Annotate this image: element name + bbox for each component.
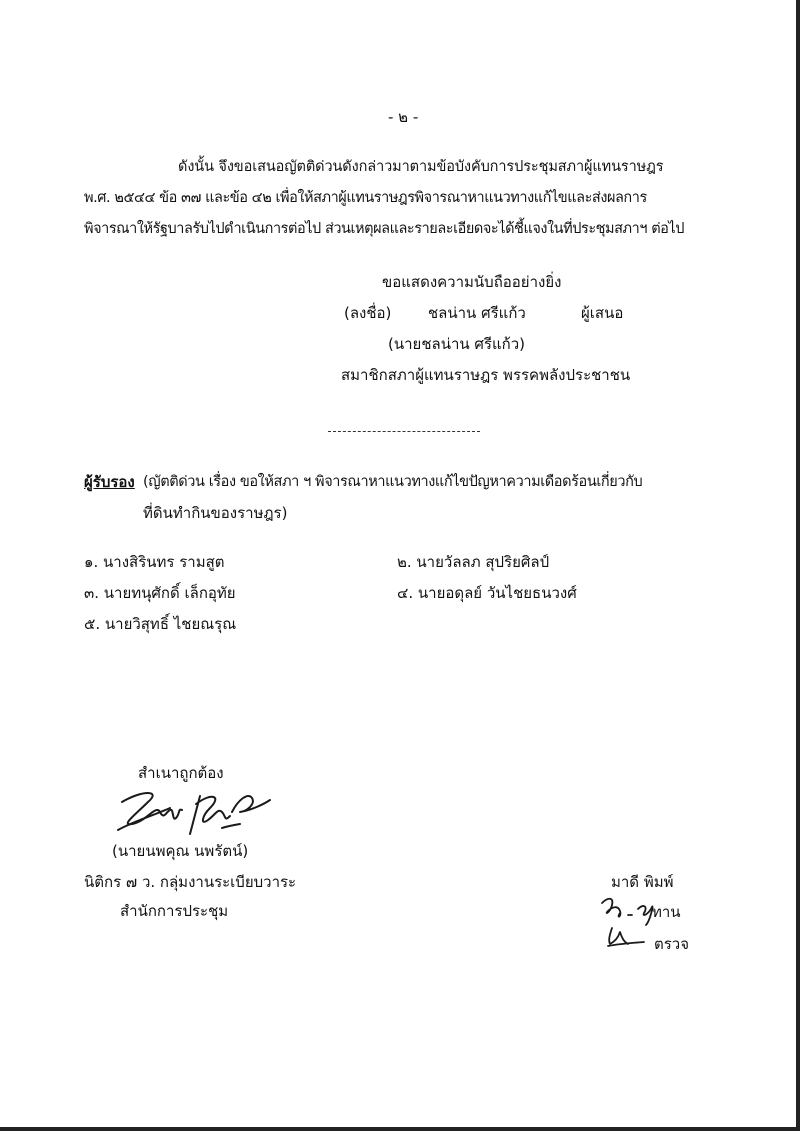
scan-border-right bbox=[796, 0, 800, 1131]
endorser-5: ๕. นายวิสุทธิ์ ไชยณรุณ bbox=[84, 615, 237, 633]
page-number: - ๒ - bbox=[388, 108, 419, 126]
endorser-1: ๑. นางสิรินทร รามสูต bbox=[84, 553, 225, 571]
endorser-3: ๓. นายทนุศักดิ์ เล็กอุทัย bbox=[84, 584, 236, 602]
closing-respect: ขอแสดงความนับถืออย่างยิ่ง bbox=[382, 273, 562, 291]
body-line-2: พ.ศ. ๒๕๔๔ ข้อ ๓๗ และข้อ ๔๒ เพื่อให้สภาผู้แทนราษฎรพิจารณาหาแนวทางแก้ไขและส่งผลการ bbox=[84, 190, 647, 206]
certifier-name: (นายนพคุณ นพรัตน์) bbox=[112, 842, 249, 860]
checked-label: ทาน bbox=[652, 903, 681, 921]
handwritten-signature bbox=[112, 782, 274, 842]
signed-label: (ลงชื่อ) bbox=[344, 304, 392, 322]
certified-copy: สำเนาถูกต้อง bbox=[138, 764, 224, 782]
endorsers-subject-line-2: ที่ดินทำกินของราษฎร) bbox=[143, 504, 288, 522]
signed-name: ชลน่าน ศรีแก้ว bbox=[428, 304, 526, 322]
typist-name: มาดี พิมพ์ bbox=[611, 873, 674, 891]
signer-position: สมาชิกสภาผู้แทนราษฎร พรรคพลังประชาชน bbox=[341, 366, 631, 384]
separator-line bbox=[328, 431, 480, 432]
endorsers-subject-line-1: (ญัตติด่วน เรื่อง ขอให้สภา ฯ พิจารณาหาแนวทางแก้ไขปัญหาความเดือดร้อนเกี่ยวกับ bbox=[143, 474, 643, 490]
signer-full-name: (นายชลน่าน ศรีแก้ว) bbox=[388, 335, 525, 353]
endorser-2: ๒. นายวัลลภ สุปริยศิลป์ bbox=[397, 553, 550, 571]
endorsers-heading: ผู้รับรอง bbox=[84, 473, 135, 491]
signer-role: ผู้เสนอ bbox=[581, 304, 624, 322]
reviewed-label: ตรวจ bbox=[654, 935, 690, 953]
reviewer-initials bbox=[606, 924, 650, 950]
endorser-4: ๔. นายอดุลย์ วันไชยธนวงศ์ bbox=[397, 584, 577, 602]
body-line-1: ดังนั้น จึงขอเสนอญัตติด่วนดังกล่าวมาตามข้อบังคับการประชุมสภาผู้แทนราษฎร bbox=[178, 159, 664, 175]
body-line-3: พิจารณาให้รัฐบาลรับไปดำเนินการต่อไป ส่วนเหตุผลและรายละเอียดจะได้ชี้แจงในที่ประชุมสภาฯ ต่อไป bbox=[84, 221, 685, 237]
scan-border-bottom bbox=[0, 1127, 800, 1131]
certifier-office: สำนักการประชุม bbox=[120, 902, 229, 920]
certifier-title: นิติกร ๗ ว. กลุ่มงานระเบียบวาระ bbox=[84, 873, 297, 891]
